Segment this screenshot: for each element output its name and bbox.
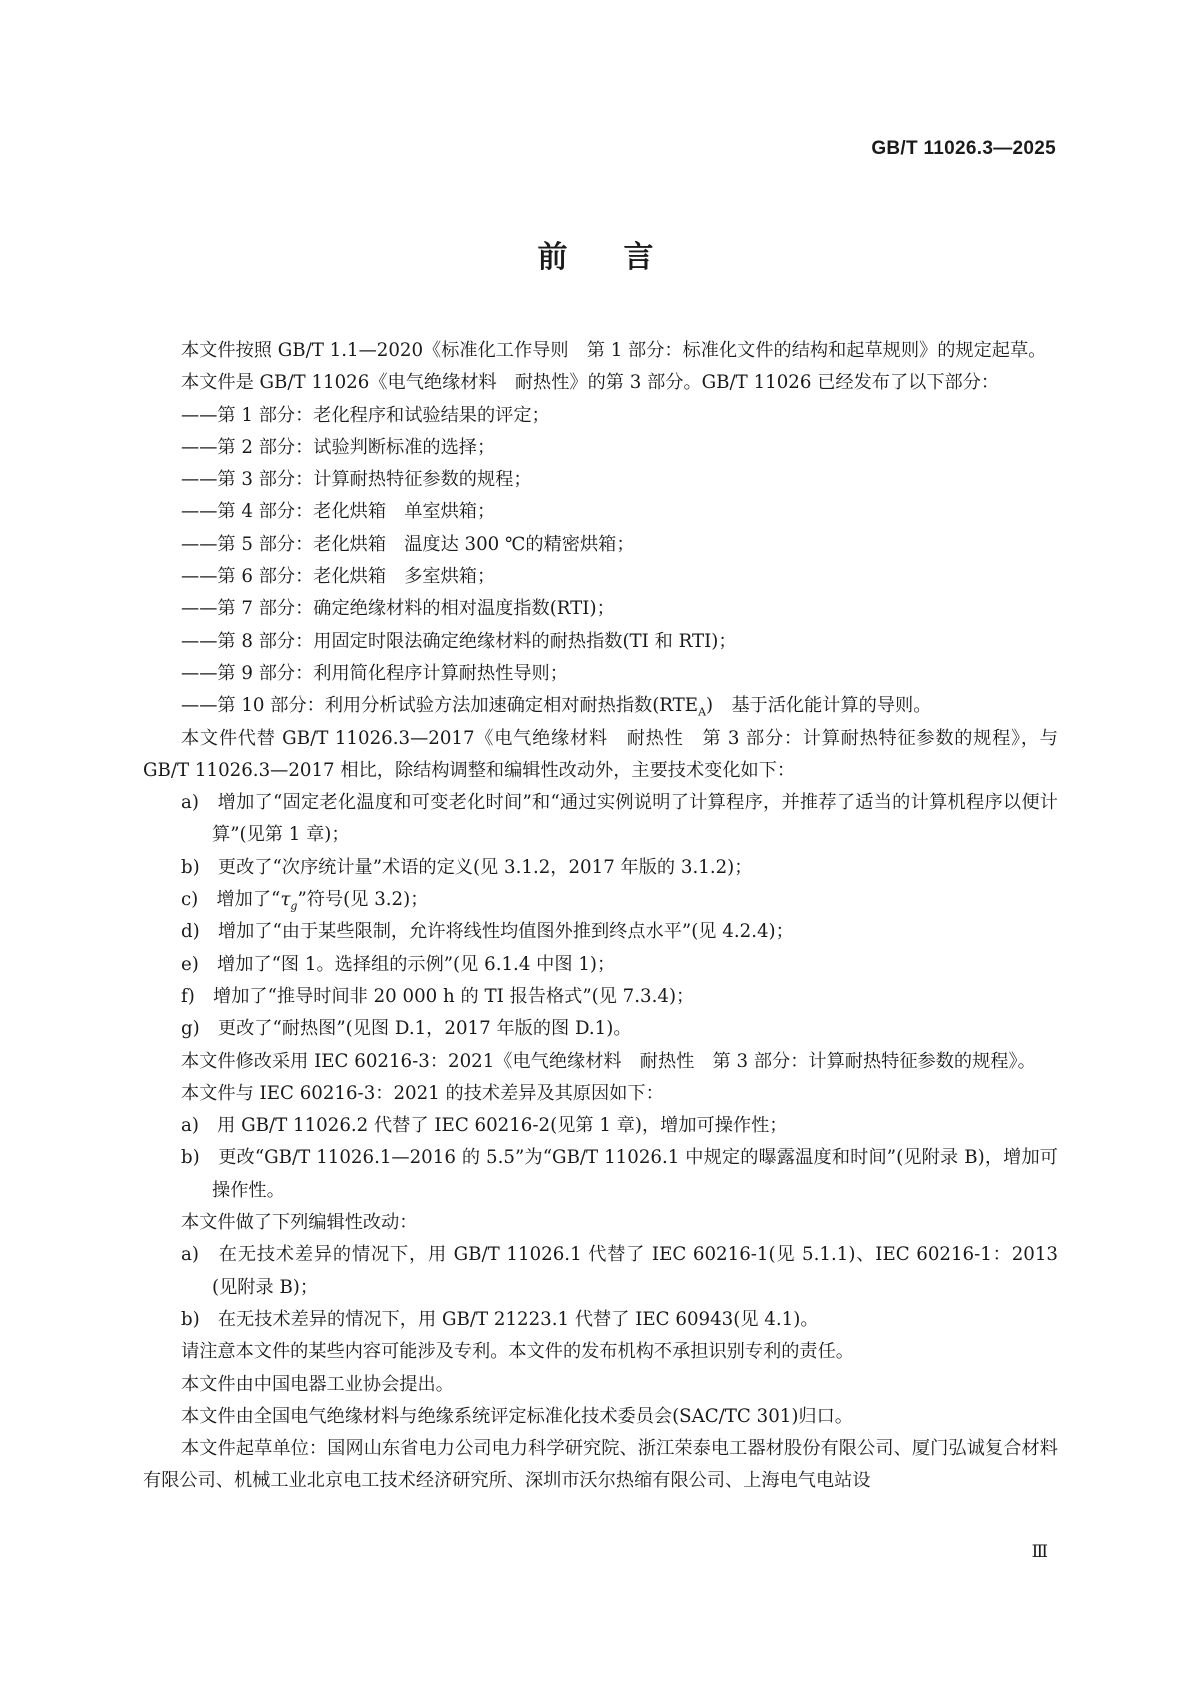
standard-number: GB/T 11026.3—2025 bbox=[871, 138, 1056, 159]
paragraph-iec-adoption: 本文件修改采用 IEC 60216-3：2021《电气绝缘材料 耐热性 第 3 部分：计算耐热特征参数的规程》。 bbox=[181, 1050, 1036, 1072]
change-item-c bbox=[143, 884, 1058, 916]
edit-item-a: a) 在无技术差异的情况下，用 GB/T 11026.1 代替了 IEC 60216-1(见 5.1.1)、IEC 60216-1：2013 (见附录 B)； bbox=[181, 1244, 1058, 1298]
paragraph-series-intro: 本文件是 GB/T 11026《电气绝缘材料 耐热性》的第 3 部分。GB/T 11026 已经发布了以下部分： bbox=[181, 372, 1000, 394]
paragraph-under-jurisdiction: 本文件由全国电气绝缘材料与绝缘系统评定标准化技术委员会(SAC/TC 301)归口。 bbox=[181, 1405, 853, 1427]
diff-item-a: a) 用 GB/T 11026.2 代替了 IEC 60216-2(见第 1 章)，增加可操作性； bbox=[181, 1115, 788, 1137]
change-c-text-end: ”符号(见 3.2)； bbox=[297, 889, 429, 911]
part10-text: ——第 10 部分：利用分析试验方法加速确定相对耐热指数(RTE bbox=[181, 695, 699, 717]
tau-symbol: τ bbox=[280, 889, 291, 911]
page-title: 前言 bbox=[537, 240, 710, 275]
paragraph-proposed-by: 本文件由中国电器工业协会提出。 bbox=[181, 1373, 454, 1395]
list-item-part-10 bbox=[143, 690, 1058, 722]
part10-subscript: A bbox=[698, 705, 707, 719]
list-item-part: ——第 7 部分：确定绝缘材料的相对温度指数(RTI)； bbox=[181, 598, 615, 620]
list-item-part: ——第 4 部分：老化烘箱 单室烘箱； bbox=[181, 501, 496, 523]
list-item-part: ——第 1 部分：老化程序和试验结果的评定； bbox=[181, 404, 550, 426]
list-item-part: ——第 8 部分：用固定时限法确定绝缘材料的耐热指数(TI 和 RTI)； bbox=[181, 630, 737, 652]
list-item-part: ——第 6 部分：老化烘箱 多室烘箱； bbox=[181, 566, 496, 588]
diff-item-b: b) 更改“GB/T 11026.1—2016 的 5.5”为“GB/T 11026.1 中规定的曝露温度和时间”(见附录 B)，增加可操作性。 bbox=[181, 1147, 1058, 1201]
part10-text-end: ) 基于活化能计算的导则。 bbox=[706, 695, 932, 717]
change-item-a: a) 增加了“固定老化温度和可变老化时间”和“通过实例说明了计算程序，并推荐了适当的计算机程序以便计算”(见第 1 章)； bbox=[181, 792, 1058, 846]
change-c-text: c) 增加了“ bbox=[181, 889, 281, 911]
edit-item-b: b) 在无技术差异的情况下，用 GB/T 21223.1 代替了 IEC 60943(见 4.1)。 bbox=[181, 1308, 819, 1330]
paragraph-technical-differences: 本文件与 IEC 60216-3：2021 的技术差异及其原因如下： bbox=[181, 1082, 664, 1104]
paragraph-drafting-rules: 本文件按照 GB/T 1.1—2020《标准化工作导则 第 1 部分：标准化文件的结构和起草规则》的规定起草。 bbox=[181, 340, 1047, 361]
paragraph-replaces: 本文件代替 GB/T 11026.3—2017《电气绝缘材料 耐热性 第 3 部分：计算耐热特征参数的规程》，与 GB/T 11026.3—2017 相比，除结构调整和编辑性改动外，主要技术变化如下： bbox=[143, 727, 1058, 781]
change-item-d: d) 增加了“由于某些限制，允许将线性均值图外推到终点水平”(见 4.2.4)； bbox=[181, 921, 794, 943]
change-item-g: g) 更改了“耐热图”(见图 D.1，2017 年版的图 D.1)。 bbox=[181, 1018, 632, 1040]
change-item-e: e) 增加了“图 1。选择组的示例”(见 6.1.4 中图 1)； bbox=[181, 953, 616, 975]
tau-subscript: g bbox=[290, 899, 298, 913]
list-item-part: ——第 3 部分：计算耐热特征参数的规程； bbox=[181, 469, 532, 491]
paragraph-editorial-changes: 本文件做了下列编辑性改动： bbox=[181, 1212, 418, 1234]
change-item-b: b) 更改了“次序统计量”术语的定义(见 3.1.2，2017 年版的 3.1.2)； bbox=[181, 856, 753, 878]
list-item-part: ——第 5 部分：老化烘箱 温度达 300 ℃的精密烘箱； bbox=[181, 533, 635, 555]
list-item-part: ——第 9 部分：利用简化程序计算耐热性导则； bbox=[181, 662, 568, 684]
change-item-f: f) 增加了“推导时间非 20 000 h 的 TI 报告格式”(见 7.3.4)； bbox=[181, 985, 695, 1007]
list-item-part: ——第 2 部分：试验判断标准的选择； bbox=[181, 436, 496, 458]
foreword-body bbox=[143, 335, 1058, 1498]
paragraph-patent-notice: 请注意本文件的某些内容可能涉及专利。本文件的发布机构不承担识别专利的责任。 bbox=[181, 1341, 854, 1363]
paragraph-drafting-units: 本文件起草单位：国网山东省电力公司电力科学研究院、浙江荣泰电工器材股份有限公司、厦门弘诚复合材料有限公司、机械工业北京电工技术经济研究所、深圳市沃尔热缩有限公司、上海电气电站设 bbox=[143, 1438, 1058, 1492]
page-number: Ⅲ bbox=[1031, 1542, 1048, 1562]
